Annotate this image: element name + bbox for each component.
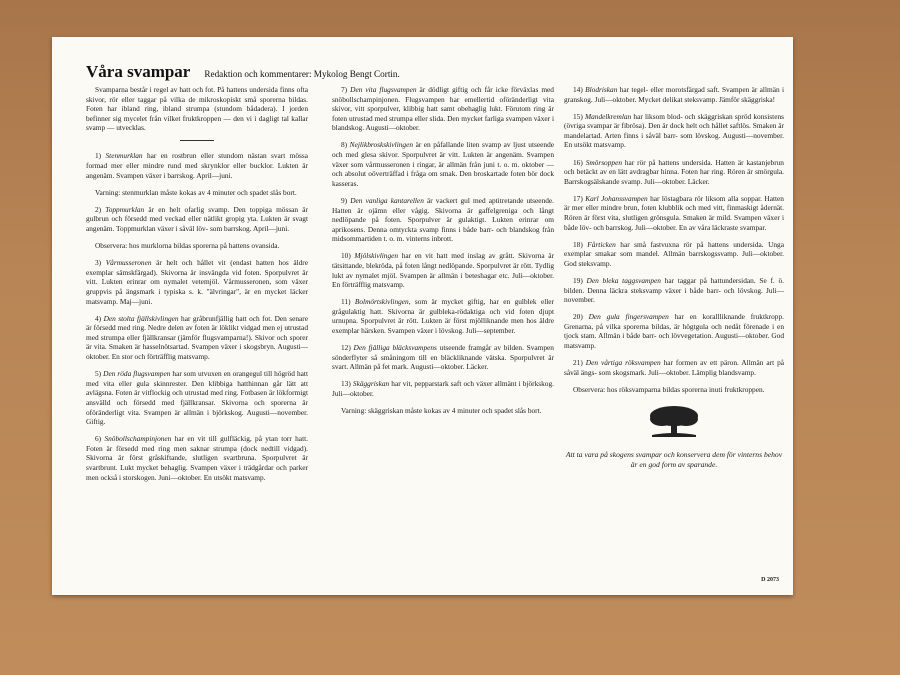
species-entry [564, 112, 784, 150]
species-description: är vackert gul med aptitretande utseende. Hatten är ojämn eller vågig. Skivorna är gaffelgreniga och långt nedlöpande på foten. Sporpulver är gulaktigt. Lukten erinrar om aprikosens. Denna omtyckta svamp finns i både barr- och blandskog från midsommartiden t. o. m. vinterns inbrott. [332, 195, 555, 244]
intro-paragraph: Svamparna består i regel av hatt och fot. På hattens undersida finns ofta skivor, rör eller taggar på vilka de mikroskopiskt små sporerna bildas. Foten har ibland ring, ibland strumpa (stundom bådadera). I jorden befinner sig mycelet från vilket fruktkroppen — den vi i dagligt tal kallar svamp — utvecklas. [86, 85, 308, 133]
species-name: Toppmurklan [105, 204, 145, 214]
document-code: D 2073 [761, 577, 779, 583]
species-description: har formen av ett päron. Allmän art på såväl ängs- som skogsmark. Juli—oktober. Lämplig blandsvamp. [564, 358, 785, 377]
species-entry [86, 369, 308, 427]
entry-number: 6) [95, 434, 102, 444]
entry-number: 2) [95, 204, 102, 214]
species-name: Den vanliga kantarellen [350, 195, 424, 205]
species-description: har vit, pepparstark saft och växer allmänt i björkskog. Juli—oktober. [332, 379, 554, 399]
species-entry [86, 434, 308, 482]
entry-number: 4) [95, 313, 102, 323]
species-name: Mjölskivlingen [354, 251, 399, 261]
species-name: Nejlikbroskskivlingen [349, 140, 414, 150]
species-name: Blodriskan [585, 85, 618, 94]
entry-number: 1) [95, 151, 102, 161]
species-description: har rör på hattens undersida. Hatten är kastanjebrun och betäckt av en lätt avdragbar hinna. Foten har ring. Rören är smörgula. Barrskogsälskande svamp. Juli—oktober. Läcker. [564, 157, 784, 186]
species-description: är dödligt giftig och får icke förväxlas med snöbollschampinjonen. Flugsvampen har emellertid oföränderligt vita skivor, vitt sporpulver, klibbig hatt samt obehaglig lukt. Förutom ring är foten utrustad med strumpa eller slida. Den mycket farliga svampen växer i blandskog. Augusti—oktober. [332, 85, 554, 133]
species-name: Bolmörtskivlingen [354, 297, 409, 307]
entry-number: 17) [573, 193, 583, 203]
species-entry [564, 358, 784, 377]
species-name: Den röda flugsvampen [103, 369, 171, 379]
species-name: Snöbollschampinjonen [104, 434, 172, 444]
species-description: har löstagbara rör liksom alla soppar. Hatten är mer eller mindre brun, foten klubblik och med vitt, finmaskigt ådernät. Rören är först vita, slutligen grönsgula. Smaken är mild. Svampen växer i både löv- och barrskog. Juli—oktober. En av våra läckraste svampar. [564, 193, 784, 232]
species-description: är en helt ofarlig svamp. Den toppiga mössan är gulbrun och försedd med veckad eller nätlikt gropig yta. Lukten är svagt angenäm. Toppmurklan växer i såväl löv- som barrskog. April—juni. [86, 204, 308, 234]
species-name: Den stolta fjällskivlingen [103, 313, 179, 323]
species-name: Stenmurklan [105, 151, 143, 161]
entry-number: 12) [341, 343, 351, 353]
entry-number: 16) [573, 157, 583, 167]
species-description: har en rostbrun eller stundom nästan svart mössa formad mer eller mindre rund med skrynklor eller bucklor. Lukten är angenäm. Svampen växer i barrskog. April—juni. [86, 151, 308, 180]
entry-number: 7) [341, 85, 348, 94]
species-name: Den vårtiga röksvampen [585, 358, 661, 368]
species-name: Karl Johanssvampen [585, 193, 648, 203]
footer-slogan: Att ta vara på skogens svampar och konservera dem för vinterns behov är en god form av sparande. [565, 450, 783, 470]
entry-number: 20) [573, 312, 583, 322]
entry-note: Observera: hos röksvamparna bildas sporerna inuti fruktkroppen. [573, 384, 765, 394]
species-description: är helt och hållet vit (endast hatten hos äldre exemplar sämskfärgad). Skivorna är insvängda vid foten. Sporpulvret är vitt. Lukten erinrar om nymalet vetemjöl. Vårmusseronen, som växer gruppvis på ängsmark i typiska s. k. "älvringar", är en mycket läcker matsvamp. Maj—juni. [86, 258, 308, 306]
page-subtitle: Redaktion och kommentarer: Mykolog Bengt Cortin. [204, 69, 400, 79]
entry-note: Observera: hos murklorna bildas sporerna på hattens ovansida. [95, 241, 280, 251]
text-column-2 [332, 85, 554, 423]
species-entry [564, 194, 784, 232]
species-name: Den fjälliga bläcksvampens [353, 343, 437, 353]
header [86, 62, 400, 82]
oak-tree-icon [646, 404, 702, 438]
species-entry [564, 312, 784, 350]
species-entry [332, 251, 554, 289]
page-title: Våra svampar [86, 62, 191, 81]
species-entry [86, 258, 308, 306]
species-name: Den gula fingersvampen [588, 312, 669, 322]
entry-note: Varning: skäggriskan måste kokas av 4 minuter och spadet slås bort. [341, 406, 542, 416]
species-description: är en påfallande liten svamp av ljust utseende och med glesa skivor. Sporpulvret är vitt. Lukten är angenäm. Svampen växer som vårmusseronen i ringar, är allmän från juni t. o. m. oktober — och absolut oöverträffad i fråga om smak. Den broskartade foten bör dock kasseras. [332, 140, 555, 188]
species-description: har gråbrunfjällig hatt och fot. Den senare är försedd med ring. Nedre delen av foten är löklikt vidgad men ej utrustad med strumpa eller fjällkransar (jämför flugsvamparna!). Skivor och sporer är vita. Smaken är hasselnötsartad. Svampen växer i skogsbryn. Augusti—oktober. En stor och förträfflig matsvamp. [86, 313, 309, 362]
species-description: har en vit hatt med inslag av grått. Skivorna är tätsittande, blekröda, på foten långt nedlöpande. Sporpulvret är rött. Tydlig lukt av nymalet mjöl. Svampen är allmän i beteshagar etc. Juli—oktober. En förträfflig matsvamp. [332, 251, 554, 290]
entry-number: 8) [341, 140, 348, 150]
species-entry [564, 276, 784, 305]
species-entry [332, 85, 554, 133]
species-description: har som utvuxen en orangegul till högröd hatt med vita eller gula skinnrester. Den klibbiga hatthinnan går lätt att avlägsna. Foten är vitflockig och utrustad med ring. Fotbasen är lökformigt ansvälld och försedd med fjällkransar. Skivorna och sporerna är oföränderligt vita. Svampen är allmän i björkskog. Augusti—november. Giftig. [86, 369, 308, 427]
entry-number: 21) [573, 358, 583, 368]
species-description: har en korallliknande fruktkropp. Grenarna, på vilka sporerna bildas, är högtgula och nedåt förenade i en tjock stam. Allmän i både barr- och lövvegetation. Augusti—oktober. God matsvamp. [564, 312, 784, 351]
divider [180, 140, 214, 141]
text-column-1 [86, 85, 308, 490]
species-name: Fårticken [587, 239, 616, 249]
species-name: Mandelkremlan [584, 111, 632, 121]
entry-number: 9) [341, 195, 348, 205]
species-name: Vårmusseronen [105, 258, 152, 268]
entry-number: 14) [573, 85, 583, 94]
entry-number: 18) [573, 239, 583, 249]
species-entry [564, 158, 784, 187]
species-description: har taggar på hattundersidan. Se f. ö. bilden. Denna läckra steksvamp växer i både barr- och lövskog. Juli—november. [564, 276, 785, 305]
species-entry [332, 379, 554, 398]
species-entry [332, 196, 554, 244]
entry-number: 13) [341, 379, 351, 389]
species-entry [332, 140, 554, 188]
species-description: har tegel- eller morotsfärgad saft. Svampen är allmän i granskog. Juli—oktober. Mycket delikat steksvamp. Jämför skäggriska! [564, 85, 785, 104]
entry-note: Varning: stenmurklan måste kokas av 4 minuter och spadet slås bort. [95, 187, 297, 197]
species-entry [564, 240, 784, 269]
species-entry [86, 205, 308, 234]
species-description: har en vit till gulfläckig, på ytan torr hatt. Foten är försedd med ring men saknar strumpa (dock nedtill vidgad). Skivorna är först gråskiftande, slutligen svartbruna. Sporpulvret är svartbrunt. Lukt mycket behaglig. Svampen växer i trädgårdar och parker men också i storskogen. Juni—oktober. En utsökt matsvamp. [86, 434, 308, 482]
entry-number: 3) [95, 258, 102, 268]
species-name: Den bleka taggsvampen [586, 276, 661, 285]
entry-number: 11) [341, 297, 351, 307]
species-entry [332, 297, 554, 335]
species-name: Smörsoppen [585, 157, 622, 167]
entry-number: 19) [573, 276, 583, 285]
species-description: , som är mycket giftig, har en gulblek eller grågulaktig hatt. Skivorna är gulbleka-rödaktiga och vid foten djupt urnupna. Sporpulvret är rött. Lukten är först mjölliknande men hos äldre exemplar härsken. Svampen växer i lövskog. Juli—september. [332, 297, 554, 336]
entry-number: 5) [95, 369, 102, 379]
species-entry [332, 343, 554, 372]
entry-number: 10) [341, 251, 351, 261]
text-column-3 [564, 85, 784, 478]
document-page [52, 37, 793, 595]
species-description: utseende framgår av bilden. Svampen sönderflyter så småningom till en bläckliknande vätska. Sporpulvret är svart. Allmän på fet mark. Augusti—oktober. Läcker. [332, 343, 554, 372]
species-description: har liksom blod- och skäggriskan spröd konsistens (övriga svampar är fibrösa). Den är dock helt och hållet saftlös. Smaken är mandelartad. Arten finns i såväl barr- som lövskog. Augusti—november. En utsökt matsvamp. [564, 111, 784, 150]
species-name: Skäggriskan [352, 379, 390, 389]
species-entry [86, 151, 308, 180]
species-entry [564, 85, 784, 104]
entry-number: 15) [573, 111, 583, 121]
species-name: Den vita flugsvampen [350, 85, 417, 94]
species-description: har små fastvuxna rör på hattens undersida. Unga exemplar smakar som mandel. Allmän barrskogssvamp. Juli—oktober. God steksvamp. [564, 239, 784, 268]
species-entry [86, 314, 308, 362]
